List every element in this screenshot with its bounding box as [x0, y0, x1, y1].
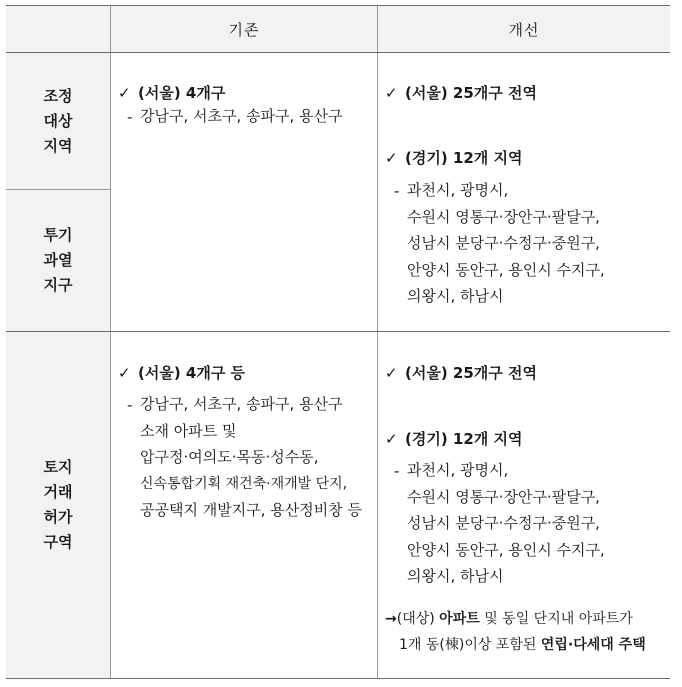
list-item: 과천시, 광명시, — [407, 181, 509, 199]
heading-text: (서울) 25개구 전역 — [405, 84, 537, 102]
check-icon: ✓ — [118, 84, 131, 102]
list-item: 성남시 분당구·수정구·중원구, — [407, 234, 600, 252]
label-line: 지역 — [43, 136, 73, 155]
label-line: 투기 — [43, 226, 73, 244]
arrow-icon: → — [385, 611, 397, 627]
list-item: 소재 아파트 및 — [140, 421, 237, 440]
list-item: 수원시 영통구·장안구·팔달구, — [407, 207, 600, 226]
grid-line — [110, 6, 111, 678]
note-text: 1개 동(棟)이상 포함된 — [399, 637, 541, 653]
row-label-permit — [6, 332, 110, 678]
note-text: (대상) — [396, 611, 440, 627]
list-item: 의왕시, 하남시 — [407, 567, 504, 585]
dash: - — [394, 182, 400, 200]
check-icon: ✓ — [118, 364, 131, 382]
heading-text: (경기) 12개 지역 — [405, 430, 523, 448]
grid-line — [6, 189, 110, 190]
g2-after-head1 — [385, 362, 537, 383]
list-item: 과천시, 광명시, — [407, 461, 509, 479]
g2-after-note-line1 — [385, 608, 633, 628]
comparison-table — [6, 5, 670, 679]
grid-line — [6, 52, 670, 53]
list-item: 공공택지 개발지구, 용산정비창 등 — [140, 501, 362, 519]
dash: - — [127, 108, 133, 126]
label-line: 지구 — [43, 276, 73, 294]
check-icon: ✓ — [385, 430, 398, 448]
g1-after-head2 — [385, 147, 522, 168]
row-label-adjust — [6, 53, 110, 189]
list-item: 강남구, 서초구, 송파구, 용산구 — [140, 395, 343, 413]
dash: - — [394, 462, 400, 480]
note-emphasis: 연립·다세대 주택 — [540, 637, 646, 653]
list-item: 의왕시, 하남시 — [407, 287, 504, 305]
header-before-label: 기존 — [228, 20, 260, 39]
list-item: 안양시 동안구, 용인시 수지구, — [407, 540, 605, 559]
list-item: 수원시 영통구·장안구·팔달구, — [407, 487, 600, 506]
header-after-label: 개선 — [508, 20, 540, 39]
g2-after-items — [385, 457, 605, 590]
g2-before-head — [118, 362, 245, 383]
label-line: 거래 — [43, 483, 73, 501]
g2-after-head2 — [385, 428, 522, 449]
label-line: 대상 — [43, 111, 73, 130]
list-item: 강남구, 서초구, 송파구, 용산구 — [140, 107, 343, 125]
list-item: 압구정·여의도·목동·성수동, — [140, 448, 319, 466]
grid-line — [6, 331, 670, 332]
heading-text: (서울) 25개구 전역 — [405, 364, 537, 382]
label-line: 과열 — [43, 251, 73, 269]
g1-before-items — [118, 103, 343, 130]
g2-after-note-line2 — [399, 634, 646, 654]
note-text: 및 동일 단지내 아파트가 — [479, 611, 633, 627]
label-line: 구역 — [43, 533, 73, 551]
list-item: 신속통합기획 재건축·재개발 단지, — [140, 475, 348, 492]
list-item: 성남시 분당구·수정구·중원구, — [407, 514, 600, 532]
g2-before-items — [118, 391, 362, 524]
heading-text: (경기) 12개 지역 — [405, 149, 523, 167]
list-item: 안양시 동안구, 용인시 수지구, — [407, 260, 605, 279]
grid-line — [377, 6, 378, 678]
label-line: 토지 — [43, 458, 73, 476]
heading-text: (서울) 4개구 — [138, 84, 226, 102]
check-icon: ✓ — [385, 84, 398, 102]
row-label-speculation — [6, 190, 110, 331]
check-icon: ✓ — [385, 149, 398, 167]
heading-text: (서울) 4개구 등 — [138, 364, 246, 382]
label-line: 허가 — [43, 508, 73, 526]
g1-after-items — [385, 177, 605, 310]
header-empty-cell — [6, 6, 110, 52]
note-emphasis: 아파트 — [439, 611, 480, 627]
g1-after-head1 — [385, 82, 537, 103]
g1-before-head — [118, 82, 225, 103]
dash: - — [127, 396, 133, 414]
header-before — [111, 6, 377, 52]
header-after — [378, 6, 670, 52]
check-icon: ✓ — [385, 364, 398, 382]
label-line: 조정 — [43, 86, 73, 105]
